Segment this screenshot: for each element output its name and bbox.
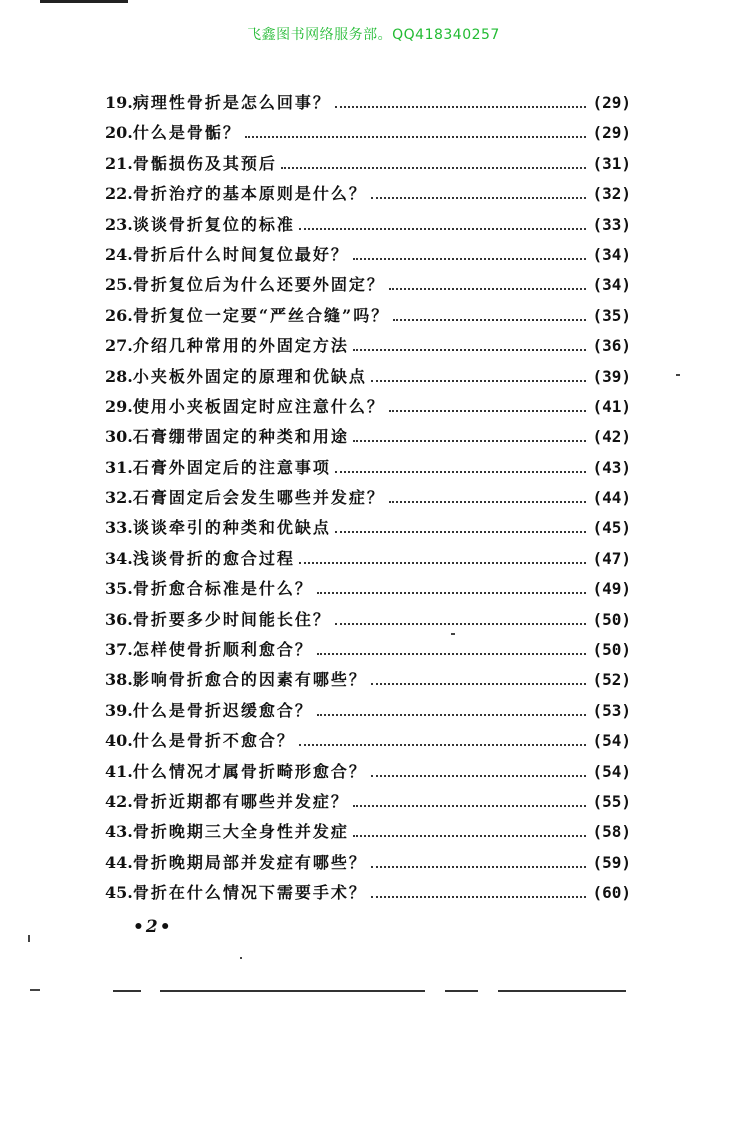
toc-entry-page: (36) xyxy=(592,336,631,356)
toc-entry-number: 34. xyxy=(105,548,133,568)
toc-entry-page: (35) xyxy=(592,305,631,325)
toc-entry xyxy=(105,728,631,758)
toc-entry-title: 影响骨折愈合的因素有哪些？ xyxy=(132,670,367,690)
bottom-rule-segment xyxy=(113,990,141,992)
scan-speck xyxy=(28,935,30,942)
toc-entry-title: 介绍几种常用的外固定方法 xyxy=(132,336,349,356)
toc-entry-number: 21. xyxy=(105,153,133,173)
dot-leader xyxy=(393,319,586,321)
toc-entry xyxy=(105,698,631,728)
toc-entry-title: 骨折复位后为什么还要外固定？ xyxy=(132,275,385,295)
toc-entry xyxy=(105,850,631,880)
dot-leader xyxy=(353,258,587,260)
toc-entry-title: 石膏绷带固定的种类和用途 xyxy=(132,427,349,447)
dot-leader xyxy=(245,136,587,138)
toc-entry-title: 骨折在什么情况下需要手术？ xyxy=(132,883,367,903)
toc-entry-page: (60) xyxy=(592,883,631,903)
toc-entry-page: (43) xyxy=(592,457,631,477)
scan-speck xyxy=(451,633,455,635)
toc-entry-page: (41) xyxy=(592,396,631,416)
bottom-rule-segment xyxy=(160,990,425,992)
toc-entry xyxy=(105,120,631,150)
toc-entry-title: 骨折治疗的基本原则是什么？ xyxy=(132,184,367,204)
dot-leader xyxy=(389,288,587,290)
toc-entry-number: 41. xyxy=(105,761,133,781)
toc-entry-page: (29) xyxy=(592,123,631,143)
watermark-text: 飞鑫图书网络服务部。QQ418340257 xyxy=(247,27,500,43)
dot-leader xyxy=(335,531,587,533)
toc-entry-page: (34) xyxy=(592,244,631,264)
toc-entry-number: 32. xyxy=(105,488,133,508)
toc-entry-number: 38. xyxy=(105,670,133,690)
toc-entry-page: (50) xyxy=(592,640,631,660)
dot-leader xyxy=(389,410,587,412)
toc-entry-page: (47) xyxy=(592,548,631,568)
toc-entry-page: (58) xyxy=(592,822,631,842)
toc-entry-title: 谈谈牵引的种类和优缺点 xyxy=(132,518,331,538)
toc-entry-title: 骨折复位一定要“严丝合缝”吗？ xyxy=(132,305,390,325)
dot-leader xyxy=(371,683,587,685)
dot-leader xyxy=(317,592,587,594)
bottom-rule-segment xyxy=(498,990,626,992)
toc-entry-page: (34) xyxy=(592,275,631,295)
toc-entry-number: 42. xyxy=(105,791,133,811)
toc-entry-title: 骨骺损伤及其预后 xyxy=(132,153,277,173)
toc-entry-title: 骨折愈合标准是什么？ xyxy=(132,579,313,599)
toc-entry xyxy=(105,667,631,697)
toc-entry xyxy=(105,212,631,242)
toc-entry-title: 什么是骨折不愈合？ xyxy=(132,731,295,751)
toc-entry-page: (49) xyxy=(592,579,631,599)
toc-entry-number: 31. xyxy=(105,457,133,477)
toc-entry-title: 石膏外固定后的注意事项 xyxy=(132,457,331,477)
dot-leader xyxy=(371,896,587,898)
dot-leader xyxy=(389,501,587,503)
toc-entry xyxy=(105,515,631,545)
toc-entry-number: 24. xyxy=(105,244,133,264)
toc-entry-title: 石膏固定后会发生哪些并发症？ xyxy=(132,488,385,508)
toc-entry-number: 37. xyxy=(105,640,133,660)
dot-leader xyxy=(299,744,587,746)
toc-entry-number: 35. xyxy=(105,579,133,599)
dot-leader xyxy=(335,623,587,625)
toc-entry xyxy=(105,333,631,363)
toc-entry-number: 44. xyxy=(105,852,133,872)
scan-speck xyxy=(676,374,680,376)
toc-entry xyxy=(105,880,631,910)
dot-leader xyxy=(317,714,587,716)
toc-entry-title: 骨折晚期三大全身性并发症 xyxy=(132,822,349,842)
toc-entry xyxy=(105,242,631,272)
scan-speck xyxy=(240,957,242,959)
dot-leader xyxy=(281,167,587,169)
toc-entry-title: 小夹板外固定的原理和优缺点 xyxy=(132,366,367,386)
toc-entry-number: 36. xyxy=(105,609,133,629)
dot-leader xyxy=(353,835,587,837)
toc-entry xyxy=(105,607,631,637)
toc-entry xyxy=(105,789,631,819)
dot-leader xyxy=(335,471,587,473)
toc-entry-page: (55) xyxy=(592,791,631,811)
dot-leader xyxy=(353,349,587,351)
toc-entry-number: 22. xyxy=(105,184,133,204)
scan-speck xyxy=(30,989,40,991)
toc-entry-page: (31) xyxy=(592,153,631,173)
toc-entry-number: 28. xyxy=(105,366,133,386)
toc-entry-number: 27. xyxy=(105,336,133,356)
dot-leader xyxy=(371,197,587,199)
dot-leader xyxy=(335,106,587,108)
toc-entry-title: 骨折晚期局部并发症有哪些？ xyxy=(132,852,367,872)
toc-entry-number: 25. xyxy=(105,275,133,295)
toc-entry xyxy=(105,637,631,667)
toc-entry-page: (45) xyxy=(592,518,631,538)
toc-entry xyxy=(105,546,631,576)
toc-entry-page: (32) xyxy=(592,184,631,204)
dot-leader xyxy=(317,653,587,655)
dot-leader xyxy=(371,775,587,777)
toc-entry xyxy=(105,90,631,120)
page-number: •2• xyxy=(133,917,173,937)
toc-entry-page: (44) xyxy=(592,488,631,508)
toc-entry xyxy=(105,272,631,302)
toc-entry-title: 骨折后什么时间复位最好？ xyxy=(132,244,349,264)
toc-entry-number: 20. xyxy=(105,123,133,143)
toc-entry-title: 骨折要多少时间能长住？ xyxy=(132,609,331,629)
toc-entry-number: 26. xyxy=(105,305,133,325)
toc-entry-title: 什么情况才属骨折畸形愈合？ xyxy=(132,761,367,781)
toc-entry-page: (53) xyxy=(592,700,631,720)
toc-entry-page: (50) xyxy=(592,609,631,629)
toc-entry xyxy=(105,394,631,424)
toc-entry xyxy=(105,819,631,849)
toc-entry xyxy=(105,424,631,454)
toc-entry-title: 浅谈骨折的愈合过程 xyxy=(132,548,295,568)
toc-entry-number: 23. xyxy=(105,214,133,234)
toc-entry-number: 30. xyxy=(105,427,133,447)
toc-entry-title: 什么是骨折迟缓愈合？ xyxy=(132,700,313,720)
dot-leader xyxy=(371,866,587,868)
toc-entry-title: 病理性骨折是怎么回事？ xyxy=(132,93,331,112)
toc-entry xyxy=(105,576,631,606)
toc-entry-number: 39. xyxy=(105,700,133,720)
toc-entry-number: 33. xyxy=(105,518,133,538)
toc-entry xyxy=(105,485,631,515)
dot-leader xyxy=(371,380,587,382)
toc-entry-number: 40. xyxy=(105,731,133,751)
toc-entry-page: (52) xyxy=(592,670,631,690)
dot-leader xyxy=(299,228,587,230)
toc-entry-title: 什么是骨骺？ xyxy=(132,123,241,143)
toc-entry-number: 19. xyxy=(105,93,133,112)
toc-entry-title: 谈谈骨折复位的标准 xyxy=(132,214,295,234)
toc-entry-page: (42) xyxy=(592,427,631,447)
toc-entry xyxy=(105,455,631,485)
toc-entry-number: 45. xyxy=(105,883,133,903)
toc-entry xyxy=(105,364,631,394)
dot-leader xyxy=(353,805,587,807)
toc-entry xyxy=(105,181,631,211)
bottom-rule-segment xyxy=(445,990,478,992)
toc-entry-title: 使用小夹板固定时应注意什么？ xyxy=(132,396,385,416)
toc-entry xyxy=(105,759,631,789)
toc-entry-page: (54) xyxy=(592,731,631,751)
toc-entry-title: 怎样使骨折顺利愈合？ xyxy=(132,640,313,660)
toc-entry-page: (59) xyxy=(592,852,631,872)
toc-entry-title: 骨折近期都有哪些并发症？ xyxy=(132,791,349,811)
toc-entry-page: (39) xyxy=(592,366,631,386)
top-rule xyxy=(40,0,128,3)
table-of-contents xyxy=(105,90,631,911)
dot-leader xyxy=(353,440,587,442)
toc-entry-page: (29) xyxy=(592,93,631,112)
toc-entry-number: 29. xyxy=(105,396,133,416)
dot-leader xyxy=(299,562,587,564)
toc-entry-page: (54) xyxy=(592,761,631,781)
toc-entry xyxy=(105,303,631,333)
toc-entry xyxy=(105,151,631,181)
toc-entry-page: (33) xyxy=(592,214,631,234)
toc-entry-number: 43. xyxy=(105,822,133,842)
